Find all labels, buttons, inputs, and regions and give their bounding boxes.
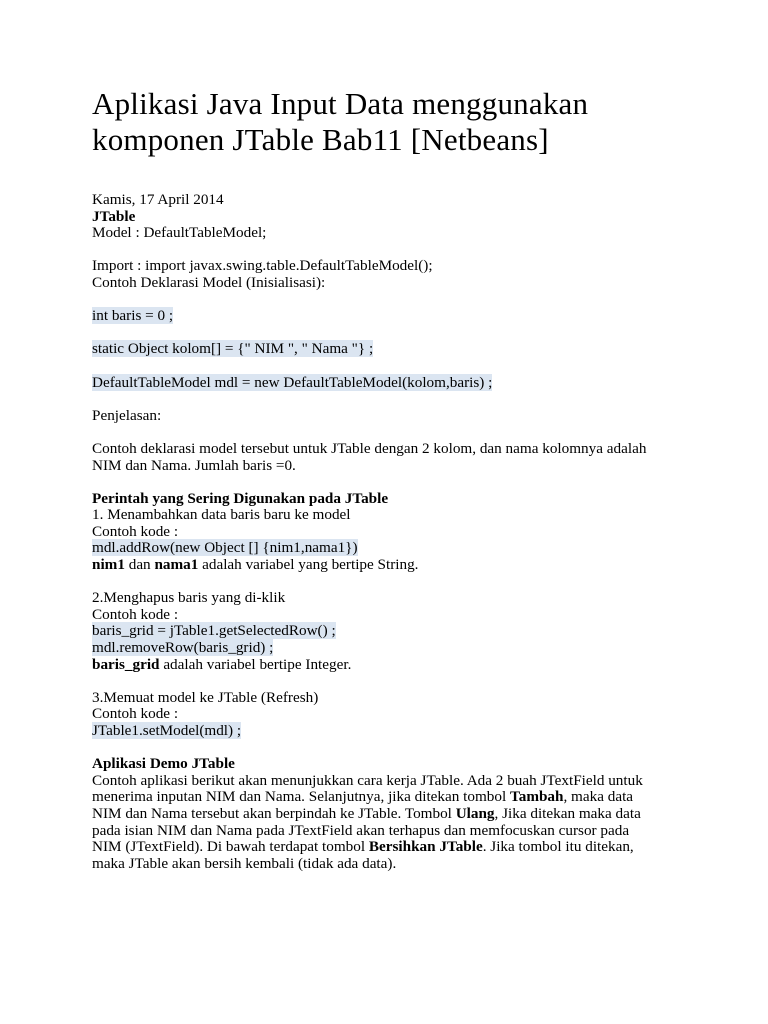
step3-contoh-label: Contoh kode :	[92, 705, 179, 723]
step1-desc-text: adalah variabel yang bertipe String.	[198, 556, 419, 574]
import-text: Import : import javax.swing.table.DefaultTableModel();	[92, 257, 433, 275]
demo-line-3a: NIM dan Nama tersebut akan berpindah ke JTable. Tombol	[92, 804, 456, 822]
var-nama1: nama1	[154, 556, 199, 574]
tambah-keyword: Tambah	[509, 788, 564, 806]
page-title	[92, 86, 692, 158]
step1-code: mdl.addRow(new Object [] {nim1,nama1})	[92, 539, 358, 557]
demo-heading: Aplikasi Demo JTable	[92, 755, 235, 773]
demo-line-5	[92, 839, 692, 856]
model-text: Model : DefaultTableModel;	[92, 224, 267, 242]
code-kolom: static Object kolom[] = {" NIM ", " Nama "} ;	[92, 340, 374, 358]
var-nim1: nim1	[92, 556, 125, 574]
code-model-decl: DefaultTableModel mdl = new DefaultTableModel(kolom,baris) ;	[92, 373, 493, 391]
declaration-label: Contoh Deklarasi Model (Inisialisasi):	[92, 273, 326, 291]
step2-code-2: mdl.removeRow(baris_grid) ;	[92, 639, 274, 657]
demo-line-3c: , Jika ditekan maka data	[494, 804, 641, 822]
title-line-2: komponen JTable Bab11 [Netbeans]	[92, 122, 549, 157]
demo-line-2c: , maka data	[563, 788, 634, 806]
step2-description	[92, 657, 692, 674]
code-int-baris: int baris = 0 ;	[92, 307, 174, 325]
jtable-heading: JTable	[92, 207, 136, 225]
step1-contoh-label: Contoh kode :	[92, 522, 179, 540]
step1-dan: dan	[124, 556, 155, 574]
penjelasan-label: Penjelasan:	[92, 406, 162, 424]
step2-contoh-label: Contoh kode :	[92, 605, 179, 623]
demo-line-2	[92, 789, 692, 806]
demo-line-4: pada isian NIM dan Nama pada JTextField akan terhapus dan memfocuskan cursor pada	[92, 821, 630, 839]
step3-title: 3.Memuat model ke JTable (Refresh)	[92, 688, 319, 706]
step2-title: 2.Menghapus baris yang di-klik	[92, 589, 286, 607]
demo-line-1: Contoh aplikasi berikut akan menunjukkan cara kerja JTable. Ada 2 buah JTextField untuk	[92, 771, 643, 789]
explanation-line-1: Contoh deklarasi model tersebut untuk JTable dengan 2 kolom, dan nama kolomnya adalah	[92, 439, 647, 457]
bersihkan-keyword: Bersihkan JTable	[368, 838, 483, 856]
step2-code-1: baris_grid = jTable1.getSelectedRow() ;	[92, 622, 336, 640]
step2-desc-text: adalah variabel bertipe Integer.	[159, 655, 352, 673]
date-text: Kamis, 17 April 2014	[92, 191, 224, 208]
perintah-heading: Perintah yang Sering Digunakan pada JTable	[92, 489, 389, 507]
ulang-keyword: Ulang	[455, 804, 495, 822]
var-baris-grid: baris_grid	[92, 655, 160, 673]
demo-line-2a: menerima inputan NIM dan Nama. Selanjutnya, jika ditekan tombol	[92, 788, 510, 806]
step1-title: 1. Menambahkan data baris baru ke model	[92, 506, 351, 524]
explanation-line-2: NIM dan Nama. Jumlah baris =0.	[92, 456, 296, 474]
demo-line-6: maka JTable akan bersih kembali (tidak ada data).	[92, 854, 397, 872]
title-line-1: Aplikasi Java Input Data menggunakan	[92, 86, 589, 121]
document-page	[92, 86, 692, 872]
demo-line-5c: . Jika tombol itu ditekan,	[482, 838, 634, 856]
demo-line-5a: NIM (JTextField). Di bawah terdapat tombol	[92, 838, 369, 856]
step1-description	[92, 557, 692, 574]
demo-line-3	[92, 806, 692, 823]
step3-code: JTable1.setModel(mdl) ;	[92, 722, 242, 739]
